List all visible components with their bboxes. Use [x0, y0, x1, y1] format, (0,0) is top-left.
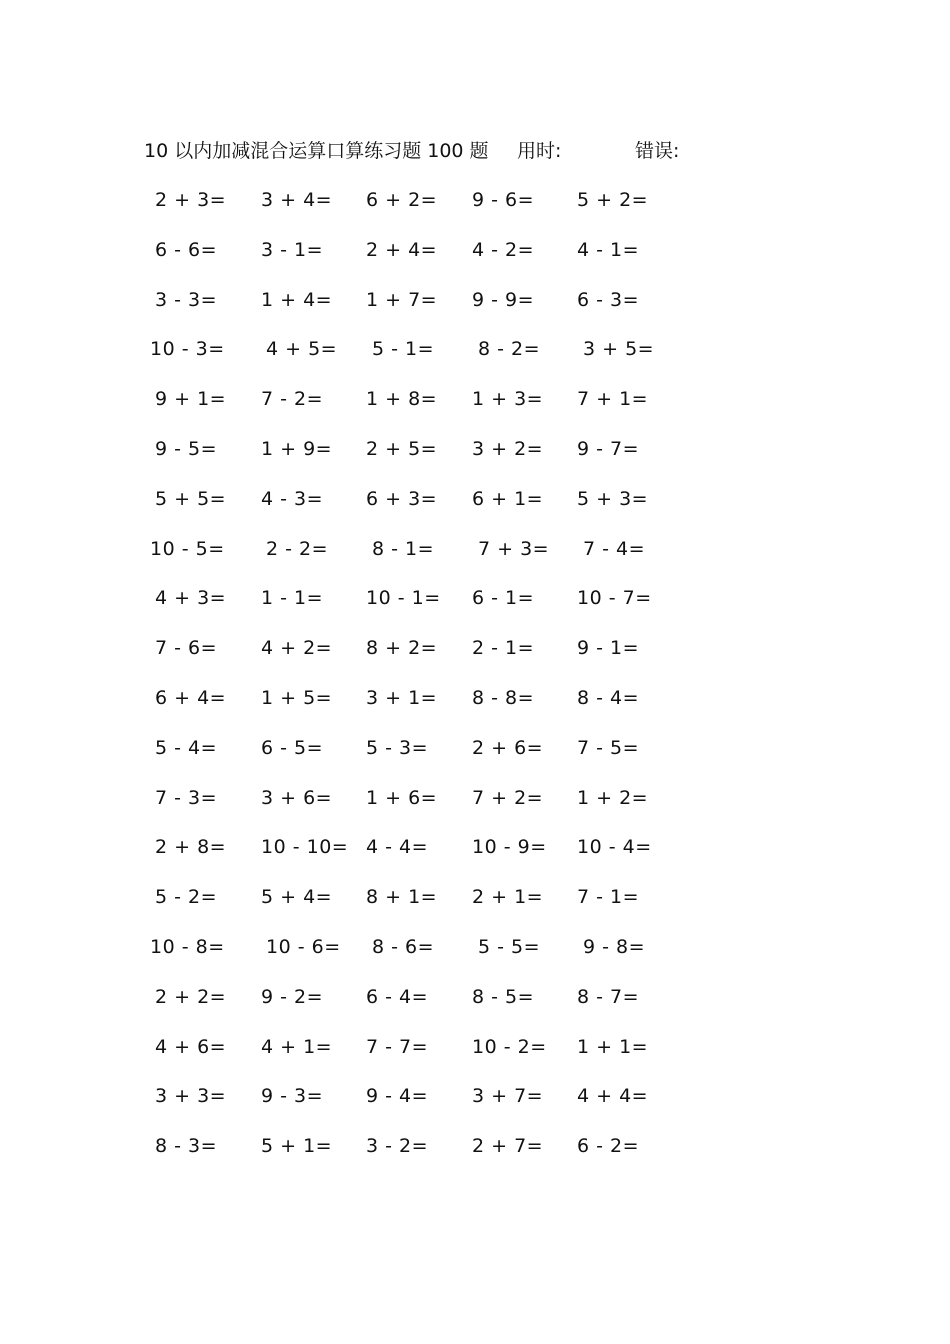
arithmetic-problem: 6 - 2=	[577, 1135, 640, 1158]
arithmetic-problem: 5 + 5=	[155, 487, 227, 510]
arithmetic-problem: 8 + 1=	[366, 886, 438, 909]
arithmetic-problem: 8 - 8=	[472, 687, 535, 709]
arithmetic-problem: 1 + 5=	[261, 687, 333, 709]
arithmetic-problem: 9 - 6=	[472, 189, 535, 211]
arithmetic-problem: 3 + 2=	[472, 438, 544, 460]
arithmetic-problem: 4 + 1=	[261, 1035, 333, 1058]
arithmetic-problem: 8 - 5=	[472, 985, 535, 1008]
arithmetic-problem: 10 - 10=	[261, 836, 349, 859]
arithmetic-problem: 6 + 3=	[366, 487, 438, 510]
arithmetic-problem: 6 - 6=	[155, 238, 218, 261]
arithmetic-problem: 6 - 5=	[261, 736, 324, 759]
arithmetic-problem: 10 - 1=	[366, 587, 441, 610]
arithmetic-problem: 4 + 6=	[155, 1035, 227, 1058]
arithmetic-problem: 2 + 1=	[472, 886, 544, 909]
worksheet-title: 10 以内加减混合运算口算练习题 100 题	[144, 140, 489, 162]
arithmetic-problem: 9 - 4=	[366, 1085, 429, 1108]
arithmetic-problem: 3 + 1=	[366, 687, 438, 709]
arithmetic-problem: 8 - 3=	[155, 1135, 218, 1158]
arithmetic-problem: 7 - 4=	[583, 537, 646, 560]
arithmetic-problem: 1 - 1=	[261, 587, 324, 610]
arithmetic-problem: 5 - 3=	[366, 736, 429, 759]
arithmetic-problem: 2 + 4=	[366, 238, 438, 261]
arithmetic-problem: 2 - 2=	[266, 537, 329, 560]
arithmetic-problem: 10 - 4=	[577, 836, 652, 859]
arithmetic-problem: 1 + 9=	[261, 438, 333, 460]
arithmetic-problem: 3 - 2=	[366, 1135, 429, 1158]
arithmetic-problem: 1 + 2=	[577, 786, 649, 809]
arithmetic-problem: 5 + 4=	[261, 886, 333, 909]
arithmetic-problem: 10 - 3=	[150, 338, 225, 361]
arithmetic-problem: 9 - 2=	[261, 985, 324, 1008]
arithmetic-problem: 8 - 7=	[577, 985, 640, 1008]
arithmetic-problem: 1 + 4=	[261, 288, 333, 311]
arithmetic-problem: 3 - 3=	[155, 288, 218, 311]
arithmetic-problem: 9 - 9=	[472, 288, 535, 311]
arithmetic-problem: 6 + 1=	[472, 487, 544, 510]
arithmetic-problem: 6 - 3=	[577, 288, 640, 311]
arithmetic-problem: 9 - 1=	[577, 637, 640, 660]
time-label: 用时:	[517, 140, 562, 162]
arithmetic-problem: 7 - 6=	[155, 637, 218, 660]
arithmetic-problem: 5 + 1=	[261, 1135, 333, 1158]
arithmetic-problem: 4 - 3=	[261, 487, 324, 510]
arithmetic-problem: 6 - 1=	[472, 587, 535, 610]
arithmetic-problem: 3 - 1=	[261, 238, 324, 261]
arithmetic-problem: 4 + 2=	[261, 637, 333, 660]
arithmetic-problem: 6 - 4=	[366, 985, 429, 1008]
arithmetic-problem: 10 - 6=	[266, 936, 341, 958]
arithmetic-problem: 7 - 5=	[577, 736, 640, 759]
arithmetic-problem: 3 + 7=	[472, 1085, 544, 1108]
arithmetic-problem: 2 + 8=	[155, 836, 227, 859]
arithmetic-problem: 9 - 5=	[155, 438, 218, 460]
arithmetic-problem: 6 + 2=	[366, 189, 438, 211]
errors-label: 错误:	[635, 140, 680, 162]
arithmetic-problem: 3 + 4=	[261, 189, 333, 211]
arithmetic-problem: 7 - 7=	[366, 1035, 429, 1058]
arithmetic-problem: 2 + 2=	[155, 985, 227, 1008]
arithmetic-problem: 7 + 1=	[577, 388, 649, 411]
arithmetic-problem: 7 - 1=	[577, 886, 640, 909]
arithmetic-problem: 3 + 6=	[261, 786, 333, 809]
arithmetic-problem: 10 - 5=	[150, 537, 225, 560]
arithmetic-problem: 6 + 4=	[155, 687, 227, 709]
arithmetic-problem: 7 - 3=	[155, 786, 218, 809]
arithmetic-problem: 9 + 1=	[155, 388, 227, 411]
arithmetic-problem: 7 + 3=	[478, 537, 550, 560]
arithmetic-problem: 2 + 7=	[472, 1135, 544, 1158]
arithmetic-problem: 8 + 2=	[366, 637, 438, 660]
arithmetic-problem: 1 + 6=	[366, 786, 438, 809]
arithmetic-problem: 4 + 5=	[266, 338, 338, 361]
arithmetic-problem: 5 - 2=	[155, 886, 218, 909]
arithmetic-problem: 10 - 9=	[472, 836, 547, 859]
arithmetic-problem: 8 - 1=	[372, 537, 435, 560]
arithmetic-problem: 5 - 1=	[372, 338, 435, 361]
arithmetic-problem: 10 - 7=	[577, 587, 652, 610]
arithmetic-problem: 2 + 3=	[155, 189, 227, 211]
arithmetic-problem: 9 - 7=	[577, 438, 640, 460]
arithmetic-problem: 4 - 1=	[577, 238, 640, 261]
arithmetic-problem: 1 + 1=	[577, 1035, 649, 1058]
arithmetic-problem: 1 + 3=	[472, 388, 544, 411]
arithmetic-problem: 10 - 8=	[150, 936, 225, 958]
arithmetic-problem: 1 + 8=	[366, 388, 438, 411]
arithmetic-problem: 4 + 4=	[577, 1085, 649, 1108]
arithmetic-problem: 8 - 4=	[577, 687, 640, 709]
arithmetic-problem: 3 + 3=	[155, 1085, 227, 1108]
arithmetic-problem: 2 - 1=	[472, 637, 535, 660]
arithmetic-problem: 3 + 5=	[583, 338, 655, 361]
arithmetic-problem: 7 - 2=	[261, 388, 324, 411]
arithmetic-problem: 5 + 2=	[577, 189, 649, 211]
arithmetic-problem: 5 + 3=	[577, 487, 649, 510]
arithmetic-problem: 8 - 6=	[372, 936, 435, 958]
arithmetic-problem: 9 - 8=	[583, 936, 646, 958]
arithmetic-problem: 2 + 6=	[472, 736, 544, 759]
arithmetic-problem: 10 - 2=	[472, 1035, 547, 1058]
arithmetic-problem: 9 - 3=	[261, 1085, 324, 1108]
arithmetic-problem: 4 + 3=	[155, 587, 227, 610]
arithmetic-problem: 1 + 7=	[366, 288, 438, 311]
arithmetic-problem: 4 - 4=	[366, 836, 429, 859]
arithmetic-problem: 4 - 2=	[472, 238, 535, 261]
arithmetic-problem: 5 - 4=	[155, 736, 218, 759]
arithmetic-problem: 7 + 2=	[472, 786, 544, 809]
arithmetic-problem: 2 + 5=	[366, 438, 438, 460]
arithmetic-problem: 8 - 2=	[478, 338, 541, 361]
arithmetic-problem: 5 - 5=	[478, 936, 541, 958]
